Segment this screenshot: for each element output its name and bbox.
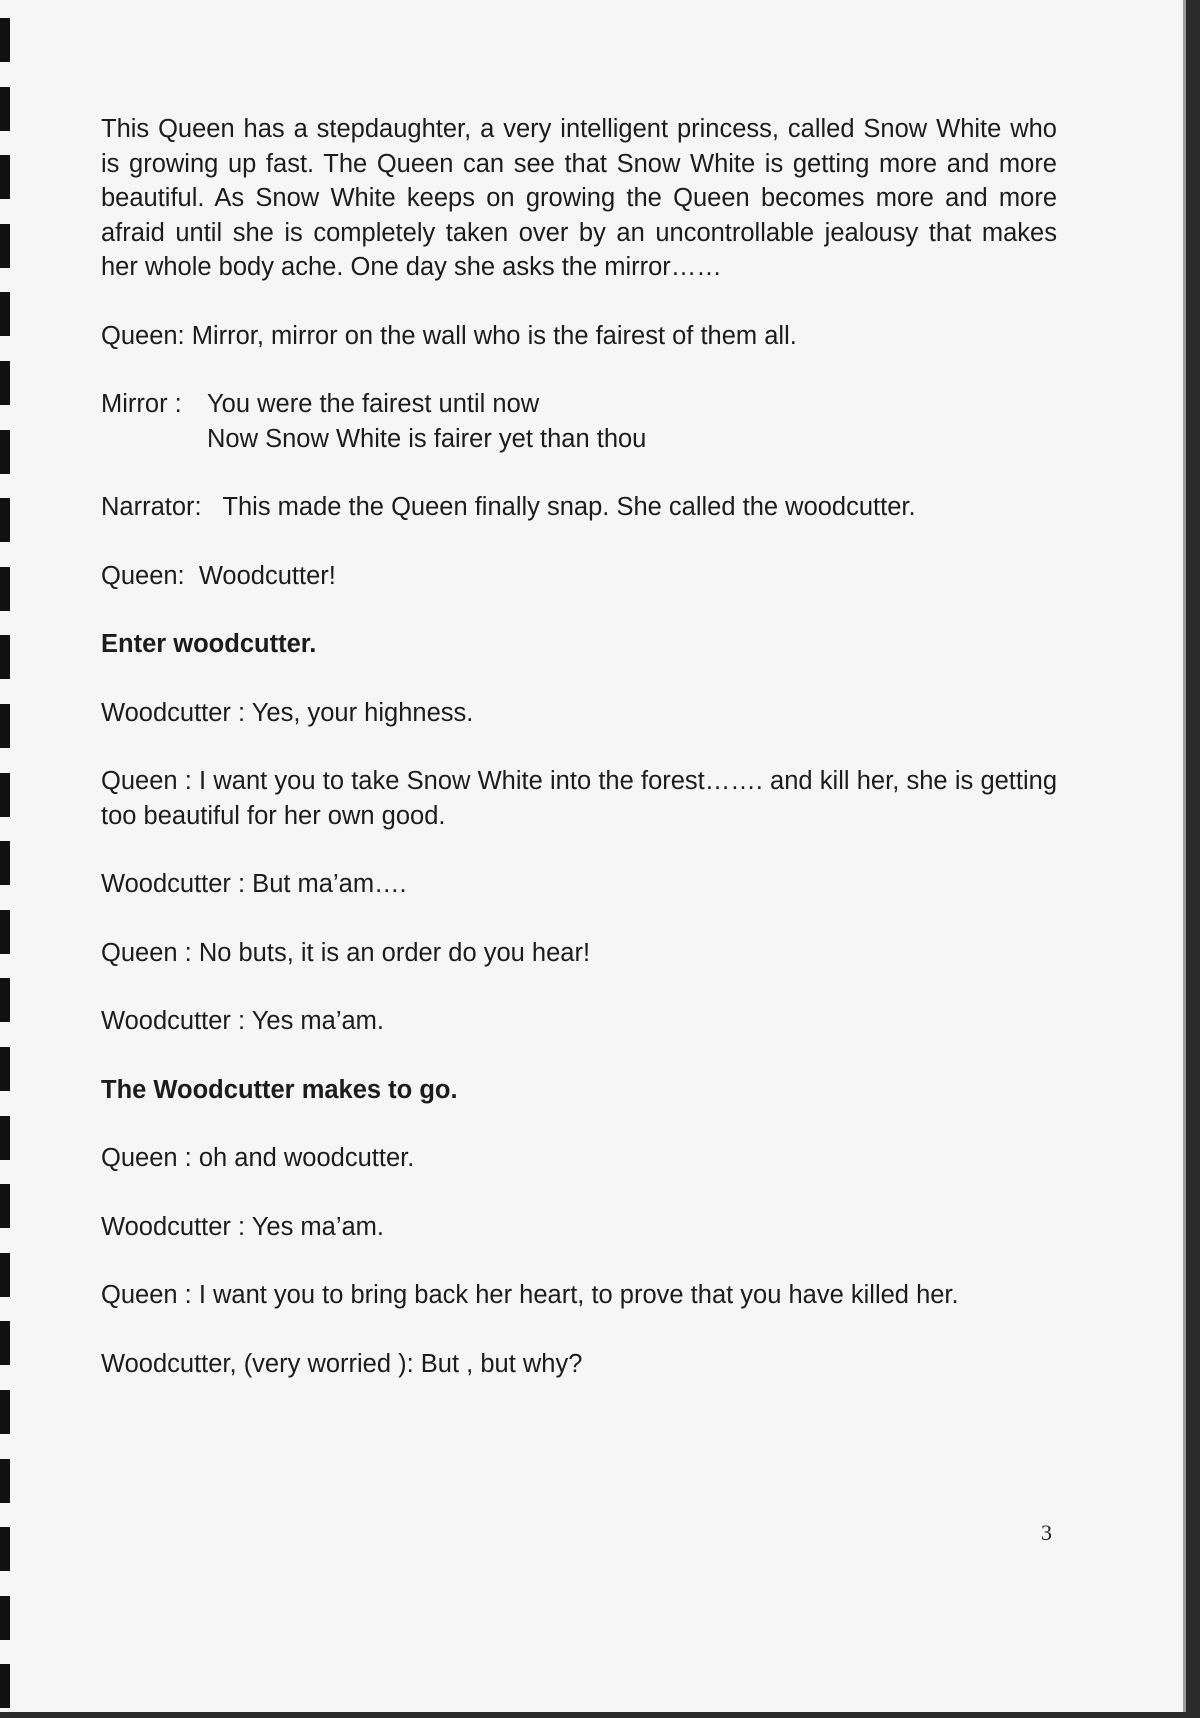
binding-hole xyxy=(0,1596,10,1640)
binding-hole xyxy=(0,1253,10,1297)
page-number: 3 xyxy=(1041,1520,1052,1545)
binding-hole xyxy=(0,87,10,131)
binding-hole xyxy=(0,1664,10,1708)
binding-hole xyxy=(0,567,10,611)
binding-hole xyxy=(0,841,10,885)
woodcutter-line: Woodcutter : Yes ma’am. xyxy=(101,1212,385,1241)
binding-hole xyxy=(0,18,10,62)
mirror-line: You were the fairest until now xyxy=(207,390,540,418)
intro-paragraph: This Queen has a stepdaughter, a very intelligent princess, called Snow White who is growing up fast. The Queen can see that Snow White is getting more and more beautiful. As Snow White keeps on growing the Queen becomes more and more afraid until she is completely taken over by an uncontrollable jealousy that makes her whole body ache. One day she asks the mirror…… xyxy=(101,115,1057,281)
binding-hole xyxy=(0,635,10,679)
script-text xyxy=(101,112,1057,1381)
binding-hole xyxy=(0,155,10,199)
stage-direction: The Woodcutter makes to go. xyxy=(101,1075,458,1104)
queen-line: Queen: Mirror, mirror on the wall who is the fairest of them all. xyxy=(101,321,797,350)
narrator-line: Narrator: This made the Queen finally snap. She called the woodcutter. xyxy=(101,493,916,521)
binding-hole xyxy=(0,361,10,405)
queen-line: Queen : oh and woodcutter. xyxy=(101,1144,415,1172)
binding-hole xyxy=(0,704,10,748)
binding-hole xyxy=(0,1390,10,1434)
binding-hole xyxy=(0,292,10,336)
binding-hole xyxy=(0,1184,10,1228)
queen-line: Queen : No buts, it is an order do you hear! xyxy=(101,938,591,967)
binding-hole xyxy=(0,978,10,1022)
binding-hole xyxy=(0,773,10,817)
binding-hole xyxy=(0,498,10,542)
woodcutter-line: Woodcutter : Yes, your highness. xyxy=(101,698,474,727)
spiral-binding xyxy=(0,0,14,1712)
binding-hole xyxy=(0,430,10,474)
queen-line: Queen : I want you to bring back her heart, to prove that you have killed her. xyxy=(101,1281,959,1309)
binding-hole xyxy=(0,1116,10,1160)
mirror-dialogue xyxy=(101,387,1057,456)
mirror-line: Now Snow White is fairer yet than thou xyxy=(207,424,647,453)
queen-line: Queen : I want you to take Snow White into the forest……. and kill her, she is getting too beautiful for her own good. xyxy=(101,767,1057,830)
woodcutter-line: Woodcutter : Yes ma’am. xyxy=(101,1007,385,1035)
queen-line: Queen: Woodcutter! xyxy=(101,561,336,590)
binding-hole xyxy=(0,1459,10,1503)
mirror-label: Mirror : xyxy=(101,390,182,418)
binding-hole xyxy=(0,1527,10,1571)
binding-hole xyxy=(0,910,10,954)
woodcutter-line: Woodcutter, (very worried ): But , but why? xyxy=(101,1349,583,1378)
woodcutter-line: Woodcutter : But ma’am…. xyxy=(101,870,407,898)
binding-hole xyxy=(0,1047,10,1091)
binding-hole xyxy=(0,1321,10,1365)
binding-hole xyxy=(0,224,10,268)
stage-direction: Enter woodcutter. xyxy=(101,630,317,658)
